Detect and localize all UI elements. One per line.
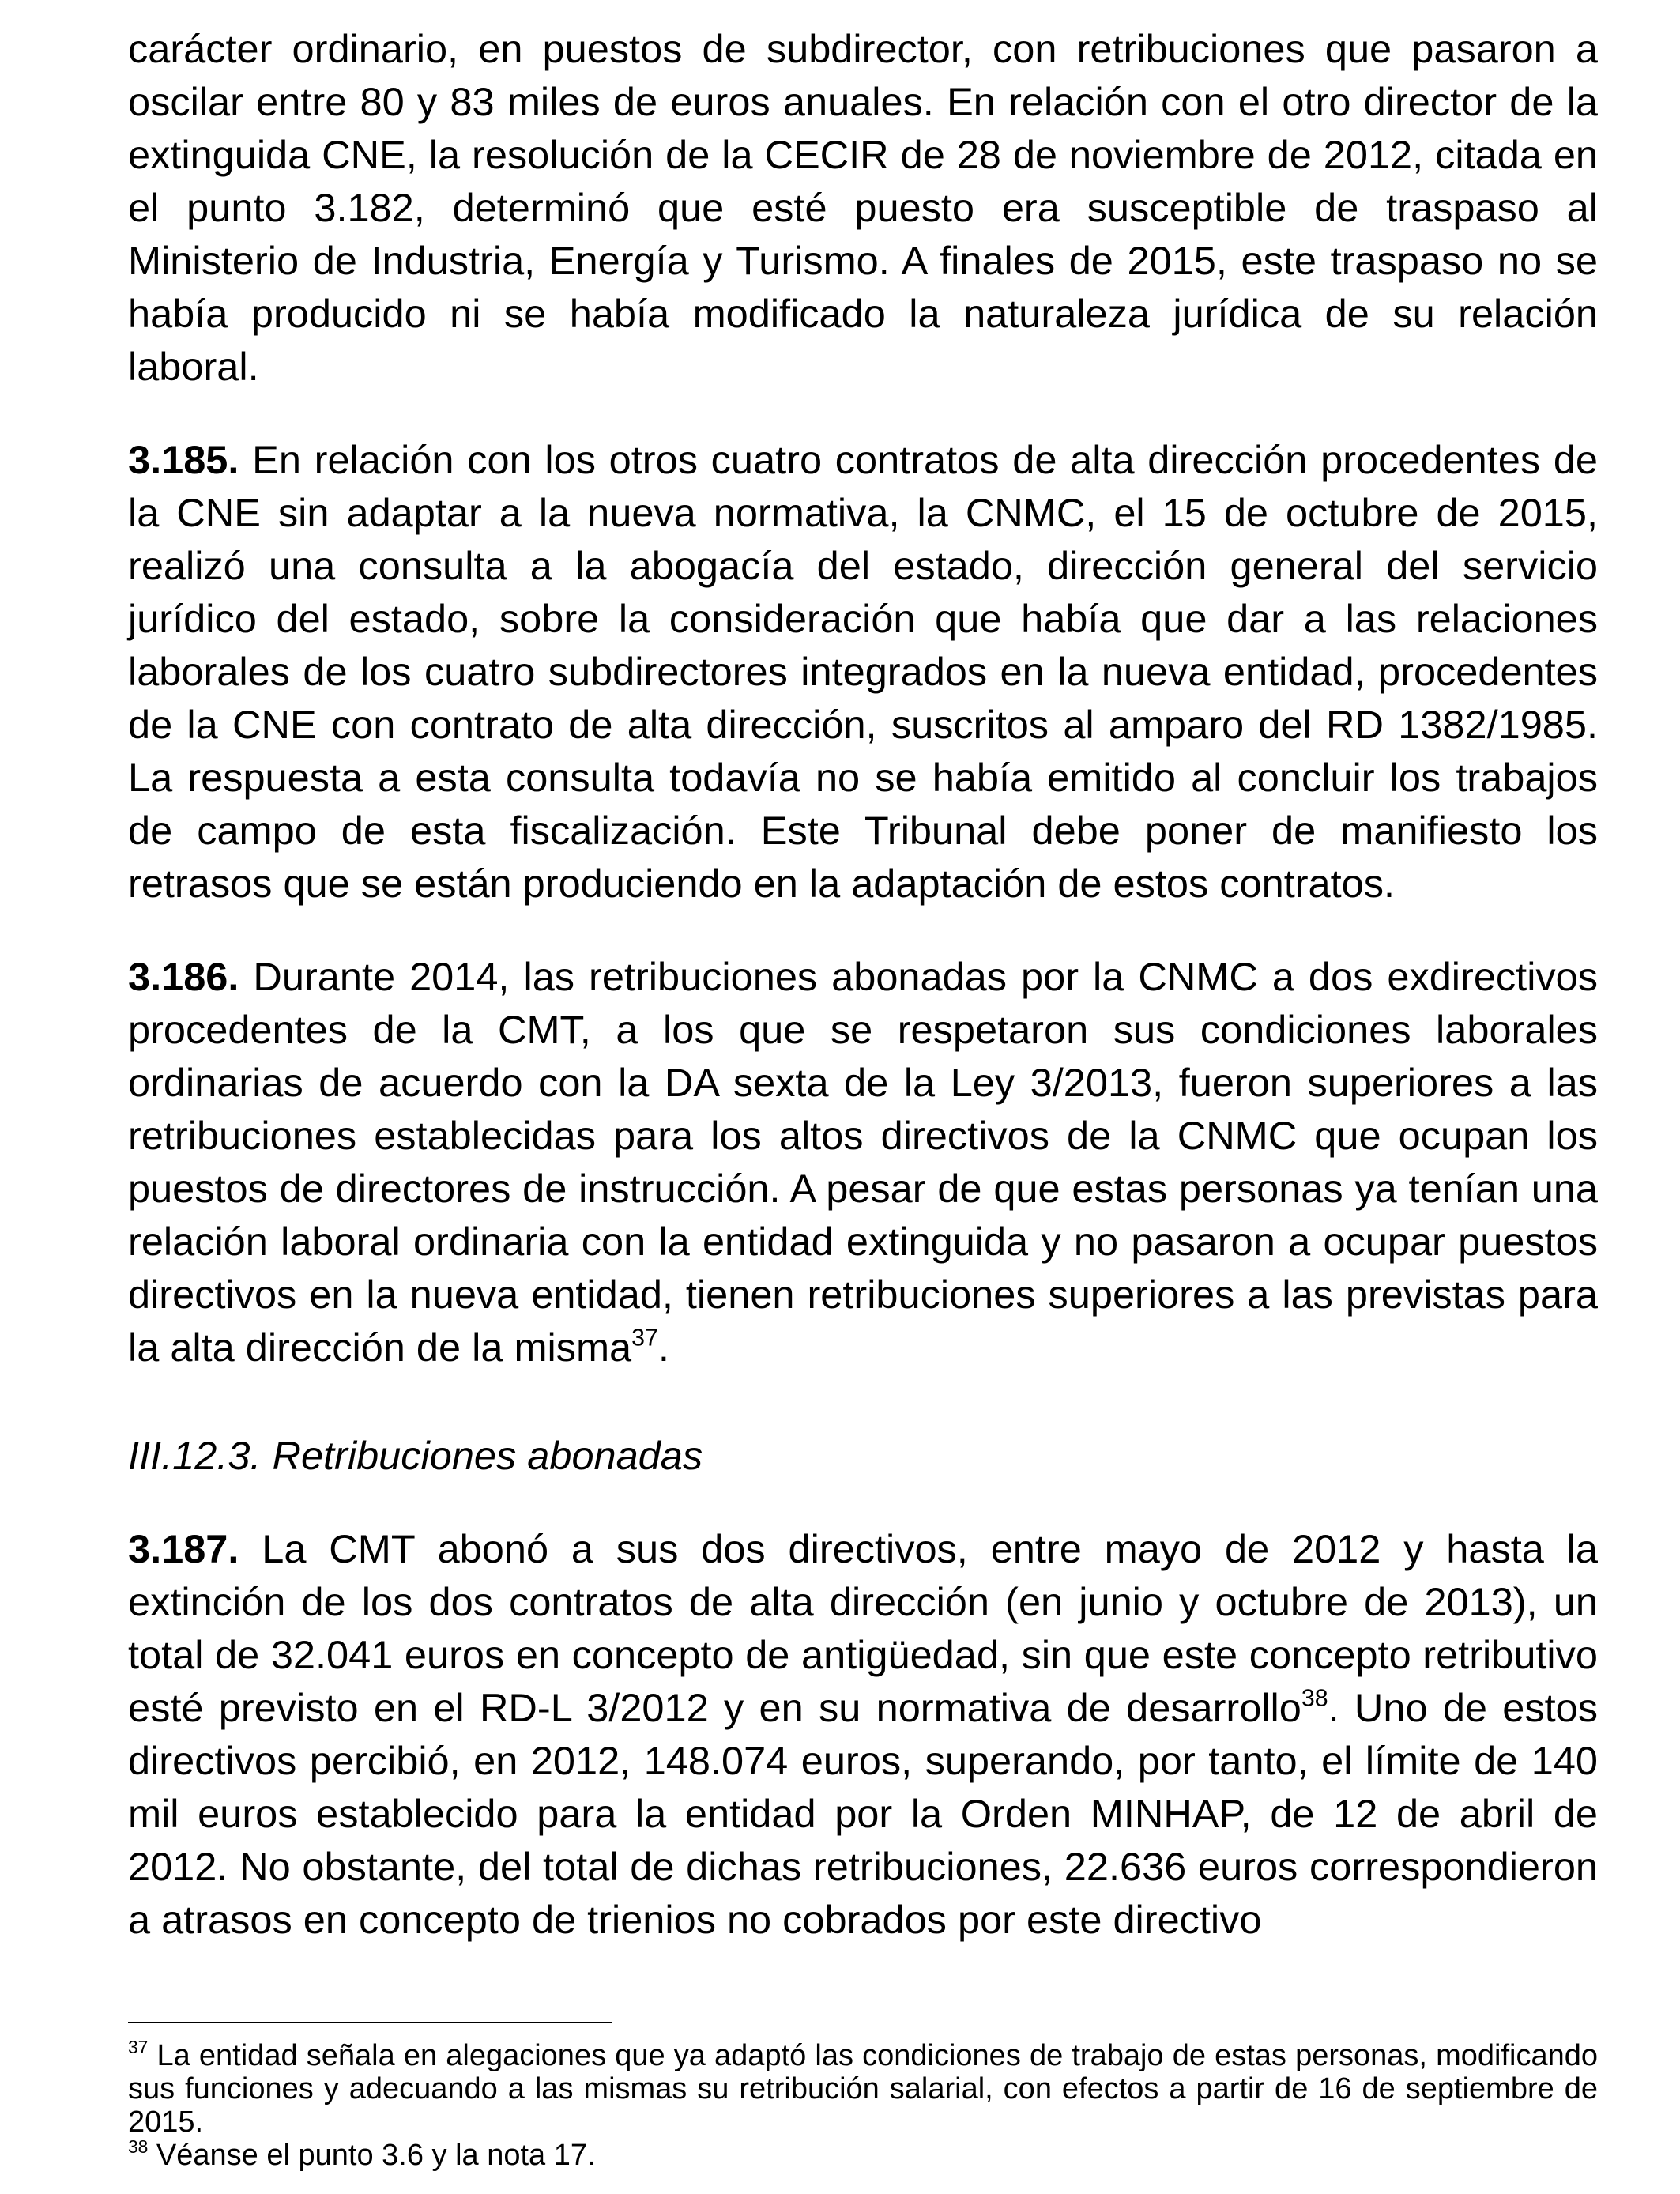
footnote-number: 38 [128,2136,149,2158]
footnote-number: 37 [128,2037,149,2058]
paragraph-text: Durante 2014, las retribuciones abonadas por la CNMC a dos exdirectivos procedentes de la CMT, a los que se respetaron sus condiciones laborales ordinarias de acuerdo con la DA sexta de la Ley 3/2013, fueron superiores a las retribuciones establecidas para los altos directivos de la CNMC que ocupan los puestos de directores de instrucción. A pesar de que estas personas ya tenían una relación laboral ordinaria con la entidad extinguida y no pasaron a ocupar puestos directivos en la nueva entidad, tienen retribuciones superiores a las previstas para la alta dirección de la misma [128,954,1598,1370]
footnote-text: Véanse el punto 3.6 y la nota 17. [148,2139,596,2172]
paragraph-3-185 [128,433,1598,910]
paragraph-text: La CMT abonó a sus dos directivos, entre mayo de 2012 y hasta la extinción de los dos contratos de alta dirección (en junio y octubre de 2013), un total de 32.041 euros en concepto de antigüedad, sin que este concepto retributivo esté previsto en el RD-L 3/2012 y en su normativa de desarrollo [128,1526,1598,1730]
section-heading: III.12.3. Retribuciones abonadas [128,1433,703,1478]
page-body [128,22,1598,1946]
paragraph-number: 3.186. [128,954,239,999]
footnote-37 [128,2039,1598,2139]
footnote-separator [128,2022,612,2023]
footnote-text: La entidad señala en alegaciones que ya adaptó las condiciones de trabajo de estas personas, modificando sus funciones y adecuando a las mismas su retribución salarial, con efectos a partir de 16 de septiembre de 2015. [128,2039,1598,2139]
paragraph-number: 3.187. [128,1526,239,1571]
paragraph-text: . Uno de estos directivos percibió, en 2012, 148.074 euros, superando, por tanto, el límite de 140 mil euros establecido para la entidad por la Orden MINHAP, de 12 de abril de 2012. No obstante, del total de dichas retribuciones, 22.636 euros correspondieron a atrasos en concepto de trienios no cobrados por este directivo [128,1685,1598,1942]
footnote-ref-38[interactable]: 38 [1301,1685,1328,1712]
paragraph-continuation: carácter ordinario, en puestos de subdirector, con retribuciones que pasaron a oscilar entre 80 y 83 miles de euros anuales. En relación con el otro director de la extinguida CNE, la resolución de la CECIR de 28 de noviembre de 2012, citada en el punto 3.182, determinó que esté puesto era susceptible de traspaso al Ministerio de Industria, Energía y Turismo. A finales de 2015, este traspaso no se había producido ni se había modificado la naturaleza jurídica de su relación laboral. [128,26,1598,389]
paragraph-text: En relación con los otros cuatro contratos de alta dirección procedentes de la CNE sin adaptar a la nueva normativa, la CNMC, el 15 de octubre de 2015, realizó una consulta a la abogacía del estado, dirección general del servicio jurídico del estado, sobre la consideración que había que dar a las relaciones laborales de los cuatro subdirectores integrados en la nueva entidad, procedentes de la CNE con contrato de alta dirección, suscritos al amparo del RD 1382/1985. La respuesta a esta consulta todavía no se había emitido al concluir los trabajos de campo de esta fiscalización. Este Tribunal debe poner de manifiesto los retrasos que se están produciendo en la adaptación de estos contratos. [128,437,1598,906]
paragraph-number: 3.185. [128,437,239,482]
paragraph-end: . [657,1325,669,1370]
footnote-ref-37[interactable]: 37 [631,1325,658,1351]
footnote-38 [128,2136,1598,2172]
footnotes [128,2039,1598,2172]
paragraph-3-186 [128,950,1598,1374]
paragraph-3-187 [128,1522,1598,1946]
